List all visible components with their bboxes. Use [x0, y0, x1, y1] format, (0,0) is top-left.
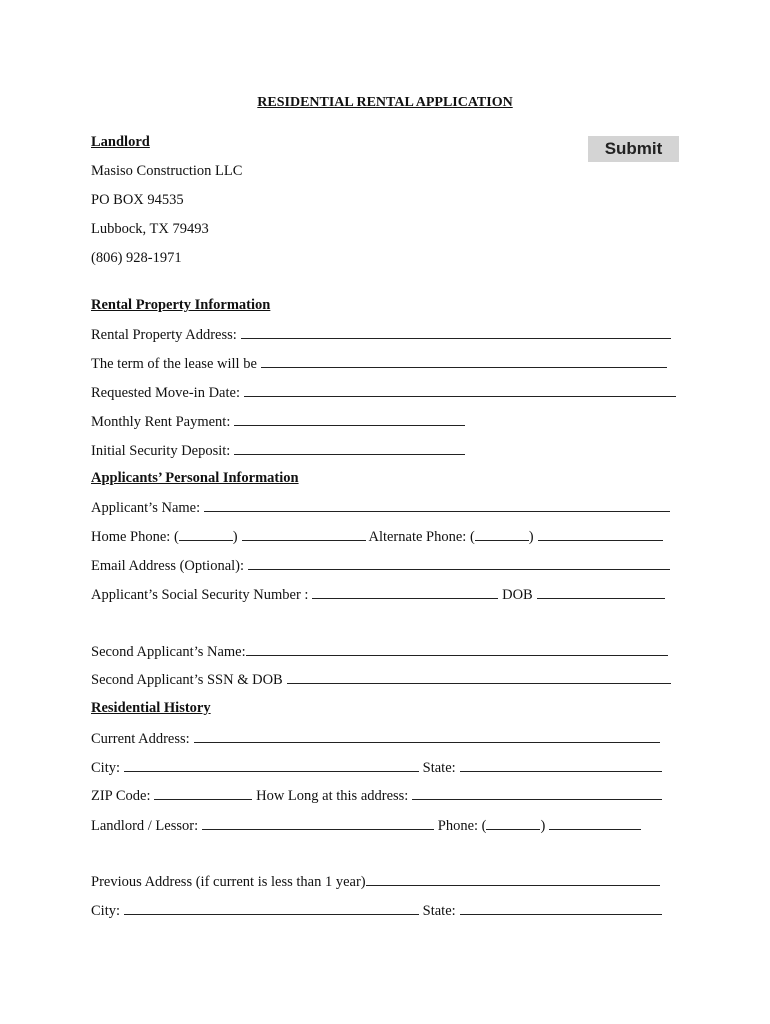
current-address-field[interactable] [194, 729, 660, 743]
applicant-name-field[interactable] [204, 498, 670, 512]
ssn-row [91, 585, 665, 604]
deposit-label: Initial Security Deposit: [91, 443, 231, 459]
email-field[interactable] [248, 556, 670, 570]
previous-address-row [91, 872, 660, 891]
rental-address-row [91, 325, 671, 344]
home-paren-close: ) [232, 529, 238, 545]
home-phone-field[interactable] [242, 527, 366, 541]
landlord-phone: (806) 928-1971 [91, 250, 182, 266]
dob-field[interactable] [537, 585, 665, 599]
landlord-lessor-row [91, 816, 641, 835]
alt-paren-close: ) [528, 529, 534, 545]
email-row [91, 556, 670, 575]
current-address-label: Current Address: [91, 731, 190, 747]
second-ssn-row [91, 670, 671, 689]
second-name-field[interactable] [246, 642, 668, 656]
how-long-label: How Long at this address: [256, 788, 409, 804]
landlord-area-code-field[interactable] [486, 816, 540, 830]
landlord-city-state: Lubbock, TX 79493 [91, 221, 209, 237]
second-name-row [91, 642, 668, 661]
landlord-name: Masiso Construction LLC [91, 163, 243, 179]
deposit-field[interactable] [234, 441, 465, 455]
lease-term-row [91, 354, 667, 373]
second-ssn-field[interactable] [287, 670, 671, 684]
rent-field[interactable] [234, 412, 465, 426]
zip-row [91, 786, 662, 805]
city-label: City: [91, 760, 121, 776]
prev-city-field[interactable] [124, 901, 419, 915]
state-label: State: [422, 760, 456, 776]
zip-field[interactable] [154, 786, 252, 800]
ssn-field[interactable] [312, 585, 498, 599]
previous-address-label: Previous Address (if current is less than 1 year) [91, 874, 366, 890]
home-phone-label: Home Phone: ( [91, 529, 179, 545]
form-title: RESIDENTIAL RENTAL APPLICATION [257, 95, 513, 110]
landlord-phone-label: Phone: ( [437, 818, 487, 834]
landlord-lessor-field[interactable] [202, 816, 434, 830]
previous-address-field[interactable] [366, 872, 660, 886]
lease-term-label: The term of the lease will be [91, 356, 257, 372]
rental-address-label: Rental Property Address: [91, 327, 237, 343]
applicant-name-label: Applicant’s Name: [91, 500, 201, 516]
rental-address-field[interactable] [241, 325, 671, 339]
landlord-paren-close: ) [540, 818, 546, 834]
phone-row [91, 527, 663, 546]
home-area-code-field[interactable] [179, 527, 233, 541]
email-label: Email Address (Optional): [91, 558, 245, 574]
dob-label: DOB [502, 587, 533, 603]
state-field[interactable] [460, 758, 662, 772]
submit-button[interactable]: Submit [588, 136, 679, 162]
zip-label: ZIP Code: [91, 788, 151, 804]
deposit-row [91, 441, 465, 460]
lease-term-field[interactable] [261, 354, 667, 368]
applicant-heading: Applicants’ Personal Information [91, 470, 299, 486]
rent-label: Monthly Rent Payment: [91, 414, 231, 430]
residential-history-heading: Residential History [91, 700, 211, 716]
city-state-row [91, 758, 662, 777]
city-field[interactable] [124, 758, 419, 772]
move-in-field[interactable] [244, 383, 676, 397]
move-in-row [91, 383, 676, 402]
prev-state-field[interactable] [460, 901, 662, 915]
landlord-phone-field[interactable] [549, 816, 641, 830]
prev-state-label: State: [422, 903, 456, 919]
prev-city-label: City: [91, 903, 121, 919]
rent-row [91, 412, 465, 431]
landlord-heading: Landlord [91, 134, 150, 150]
landlord-lessor-label: Landlord / Lessor: [91, 818, 199, 834]
prev-city-state-row [91, 901, 662, 920]
alt-area-code-field[interactable] [475, 527, 529, 541]
rental-property-heading: Rental Property Information [91, 297, 271, 313]
current-address-row [91, 729, 660, 748]
alt-phone-field[interactable] [538, 527, 663, 541]
landlord-po-box: PO BOX 94535 [91, 192, 184, 208]
second-ssn-label: Second Applicant’s SSN & DOB [91, 672, 283, 688]
ssn-label: Applicant’s Social Security Number : [91, 587, 309, 603]
second-name-label: Second Applicant’s Name: [91, 644, 246, 660]
applicant-name-row [91, 498, 670, 517]
alt-phone-label: Alternate Phone: ( [368, 529, 475, 545]
move-in-label: Requested Move-in Date: [91, 385, 240, 401]
how-long-field[interactable] [412, 786, 662, 800]
